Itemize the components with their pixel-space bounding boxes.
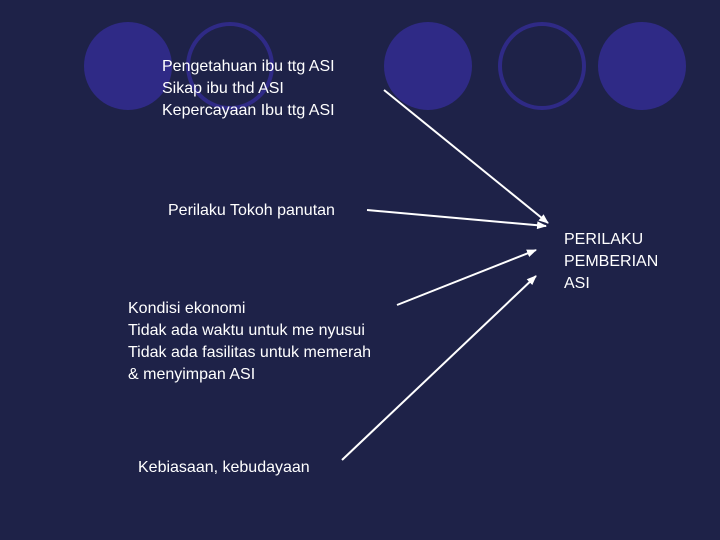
factor-line: Tidak ada waktu untuk me nyusui	[128, 322, 365, 339]
factor-line: Pengetahuan ibu ttg ASI	[162, 58, 335, 75]
outcome-line: PERILAKU	[564, 231, 644, 248]
arrow-culture-to-behavior	[342, 276, 536, 460]
arrow-knowledge-to-behavior	[384, 90, 548, 223]
arrow-role-model-to-behavior	[367, 210, 546, 226]
outcome-line: ASI	[564, 275, 590, 292]
outcome-line: PEMBERIAN	[564, 253, 659, 270]
factor-line: Tidak ada fasilitas untuk memerah	[128, 344, 372, 361]
factor-line: Kebiasaan, kebudayaan	[138, 459, 310, 476]
factor-line: Kepercayaan Ibu ttg ASI	[162, 102, 335, 119]
factor-line: Kondisi ekonomi	[128, 300, 246, 317]
factor-line: & menyimpan ASI	[128, 366, 256, 383]
factor-line: Sikap ibu thd ASI	[162, 80, 284, 97]
factor-line: Perilaku Tokoh panutan	[168, 202, 335, 219]
